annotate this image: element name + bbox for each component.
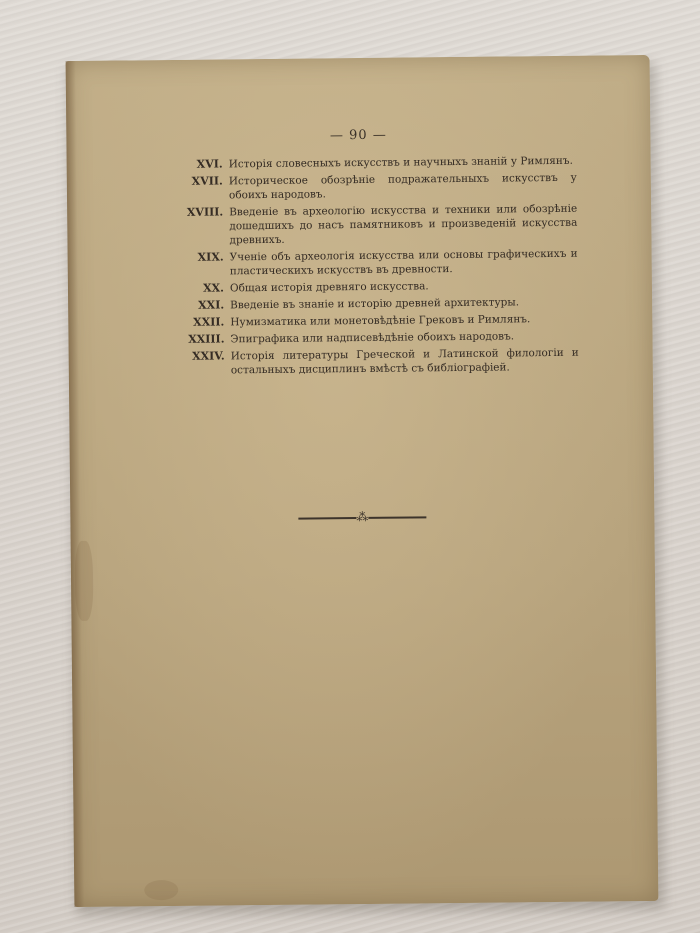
ornament-glyph: ⁂ (356, 509, 369, 525)
ornament-line (298, 517, 356, 520)
entry-numeral: XVII. (191, 174, 223, 188)
list-item (179, 346, 579, 378)
entry-text: Ученіе объ археологія искусства или основы графическихъ и пластическихъ искусствъ въ древности. (229, 247, 578, 278)
paper-stain (144, 880, 178, 900)
list-item (178, 247, 578, 279)
entry-numeral: XX. (202, 281, 225, 295)
page-edge (66, 61, 85, 907)
entry-numeral: XXIII. (188, 332, 225, 346)
list-item (177, 154, 577, 172)
table-of-contents (177, 154, 579, 381)
list-item (177, 171, 577, 203)
page-number: — 90 — (329, 127, 387, 144)
section-ornament (70, 507, 654, 527)
entry-text: Введеніе въ археологію искусства и техники или обозрѣніе дошедшихъ до насъ памятниковъ и произведеній искусства древнихъ. (229, 202, 578, 247)
list-item (178, 278, 578, 296)
entry-text: Исторія словесныхъ искусствъ и научныхъ знаній у Римлянъ. (228, 154, 573, 171)
entry-numeral: XXI. (198, 298, 225, 312)
entry-text: Общая исторія древняго искусства. (229, 280, 429, 295)
entry-numeral: XXIV. (191, 349, 225, 363)
entry-numeral: XIX. (197, 250, 224, 264)
entry-text: Эпиграфика или надписевѣдѣніе обоихъ народовъ. (230, 330, 515, 346)
entry-numeral: XVIII. (186, 205, 224, 219)
list-item (178, 312, 578, 330)
ornament-line (368, 516, 426, 519)
entry-numeral: XVI. (196, 157, 223, 171)
book-page (66, 55, 659, 907)
list-item (178, 329, 578, 347)
entry-text: Историческое обозрѣніе подражательныхъ искусствъ у обоихъ народовъ. (228, 171, 577, 202)
paper-stain (75, 541, 94, 621)
entry-text: Нумизматика или монетовѣдѣніе Грековъ и Римлянъ. (230, 313, 531, 329)
list-item (178, 295, 578, 313)
entry-text: Введеніе въ знаніе и исторію древней архитектуры. (230, 296, 520, 312)
entry-text: Исторія литературы Греческой и Латинской филологіи и остальныхъ дисциплинъ вмѣстѣ съ библіографіей. (230, 346, 579, 377)
entry-numeral: XXII. (193, 315, 225, 329)
list-item (177, 202, 577, 248)
